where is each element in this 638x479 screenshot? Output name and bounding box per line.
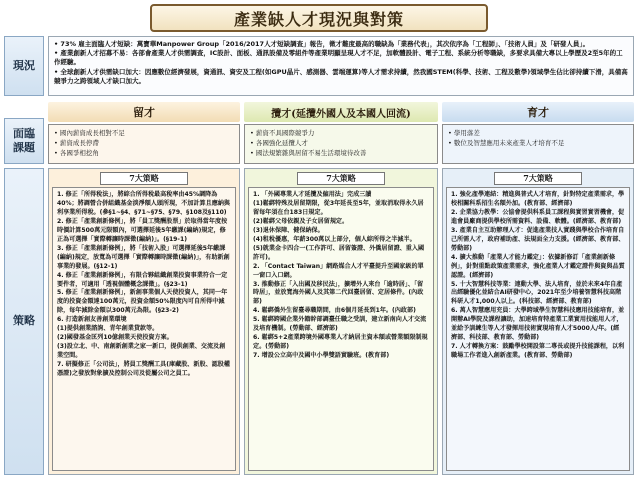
label-status: 現況: [4, 36, 44, 96]
strategy-list-retain: 1. 修正「所得稅法」，將綜合所得稅最高稅率由45%調降為40%；將調營合併組織基金淡淨額人頭所現，不加計算且應納與利享業所得稅。(參§1~§4、§71~§75、§79、§108及§110) 2. 修正「產業創新條例」，將「員工獎酬股票」於取得當年度按時價計算500萬元限額內，可選擇延後5年繳課(編納)規定，修正為可選擇「實際轉讓時課徵(編納)」。(§19-1) 3. 修正「產業創新條例」，將「技術入股」可選擇延後5年繳課(編納)規定，放寬為可選擇「實際轉讓時課徵(編納)」，有助新創事業的發展。(§12-1) 4. 修正「產業創新條例」，有限合夥組織創業投資事業符合一定要件者，可適用「透視個體概念課徵」。(§23-1) 5. 修正「產業創新條例」，新創事業個人天使投資人，其同一年度的投資金額達100萬元，投資金額50%限度內可自所得中減除，每年減除金額以300萬元為限。(§23-2) 6. 打造新創友善創業環境 (1)提供創業諮詢、青年創業貸款等。 (2)國發基金匡列10億創業天使投資方案。 (3)設立北、中、南創新創業之家一新口，提供創業、交流及創業空間。 7. 研擬修正「公司法」，將員工獎酬工具(庫藏股、新股、認股權憑證)之發放對象擴及控制公司及從屬公司之員工。: [52, 187, 236, 471]
status-panel: [48, 36, 634, 96]
column-head-recruit: 攬才(延攬外國人及本國人回流): [244, 102, 438, 122]
strategy-head-recruit: 7大策略: [297, 172, 385, 185]
strategy-list-cultivate: 1. 強化產學連結：精進與普式人才培育，針對特定產業需求，學校相關科系招生名額外加。(教育部、經濟部) 2. 企業協力教學：公協會提供科系員工課程與實習實習機會，促進會員廠商提供學校所需資料、設備、軟體。(經濟部、教育部) 3. 產業自主互助辦理人才：促進產業技人實踐與學校合作培育自己所需人才，政府補助產、法規面全力支援。(經濟部、教育部、勞動部) 4. 擴大推動「產業人才能力鑑定」：依據新修訂「產業創新條例」，針對重點政策產業需求，強化產業人才鑑定證件與資與品質認證。(經濟部) 5. 十大智慧科技等業：連動大學、法人培育，並於未來4年自產出經驗優化並結合AI研發中心，2021年至少培養智慧科技高階科研人才1,000人以上。(科技部、經濟部、教育部) 6. 萬人智慧應用充員：大學跨域學生智慧科技應用技能培育，並開辦AI學院及課程讓助，加速培育特產業工業實用技能用人才，並給予訓練生等人才發揮用技術實現培育人才5000人/年。(經濟部、科技部、教育部、勞動部) 7. 人才轉換方案：鼓勵學校開設第二專長或提升技能課程，以利職場工作者進入創新產業。(教育部、勞動部): [446, 187, 630, 471]
label-challenges: 面臨 課題: [4, 118, 44, 164]
strategy-head-retain: 7大策略: [100, 172, 188, 185]
strategy-head-cultivate: 7大策略: [494, 172, 582, 185]
column-head-cultivate: 育才: [442, 102, 634, 122]
page-title: 產業缺人才現況與對策: [150, 4, 488, 32]
column-head-retain: 留才: [48, 102, 240, 122]
challenge-box-cultivate: • 學用落差 • 數位及智慧應用未來產業人才培育不足: [442, 124, 634, 164]
status-text: • 73% 雇主面臨人才短缺：萬寶華Manpower Group「2016/2017人才短缺調查」報告，徵才難度最高的職缺為「業務代表」，其次依序為「工程師」、「技術人員」及「研發人員」。 • 產業創新人才招募不易：各部會產業人才供需調查，IC設計、面板、通訊設備及零組件等產業明顯呈現人才不足，加軟體設計、電子工程、系統分析等職缺，多要求具備大專以上學歷及2至5年的工作經驗。 • 全球創新人才供需缺口加大：因應數位經濟發展，資通訊、資安及工程(如GPU晶片、感測器、雲端運算)等人才需求持續，然我國STEM(科學、技術、工程及數學)領域學生佔比卻持續下滑，具備高競爭力之跨領域人才缺口加大。: [54, 40, 628, 85]
challenge-box-retain: • 國內薪資成長相對不足 • 薪資成長停滯 • 各國爭相挖角: [48, 124, 240, 164]
label-strategy: 策略: [4, 168, 44, 475]
challenge-box-recruit: • 薪資不具國際競爭力 • 各國強化延攬人才 • 國法規繁雜與居留不易生活環境待改善: [244, 124, 438, 164]
strategy-list-recruit: 1. 「外國專業人才延攬及僱用法」完成三讀 (1)鬆綁特殊及居留期限，從3年延長至5年，並取消取得永久居留每年須在台183日規定。 (2)鬆綁父母依親及子女居留規定。 (3)退休保障、健保納保。 (4)租稅優惠，年薪300萬以上部分，個人綜所得之半減半。 (5)就業金卡四合一(工作許可、居留簽證、外僑居留證、重入國許可)。 2. 「Contact Taiwan」網路媒合人才平臺提升至國家級的單一窗口入口網。 3. 推動修正「入出國及移民法」，擴增外人來台「逾時居」、「留時居」，並放寬海外國人及其第二代回臺居留、定居條件。(內政部) 4. 鬆綁僑外生留臺尋職期間，由6個月延長到1年。(內政部) 5. 鬆綁跨國企業外籍幹部調臺任職之受訓，建立新南向人才交流及培育機制。(勞動部、經濟部) 6. 鬆綁5+2產業跨境外國專業人才納居主資本額或營業額限制規定。(勞動部) 7. 增設公立高中及國中小學雙語實驗班。(教育部): [248, 187, 434, 471]
